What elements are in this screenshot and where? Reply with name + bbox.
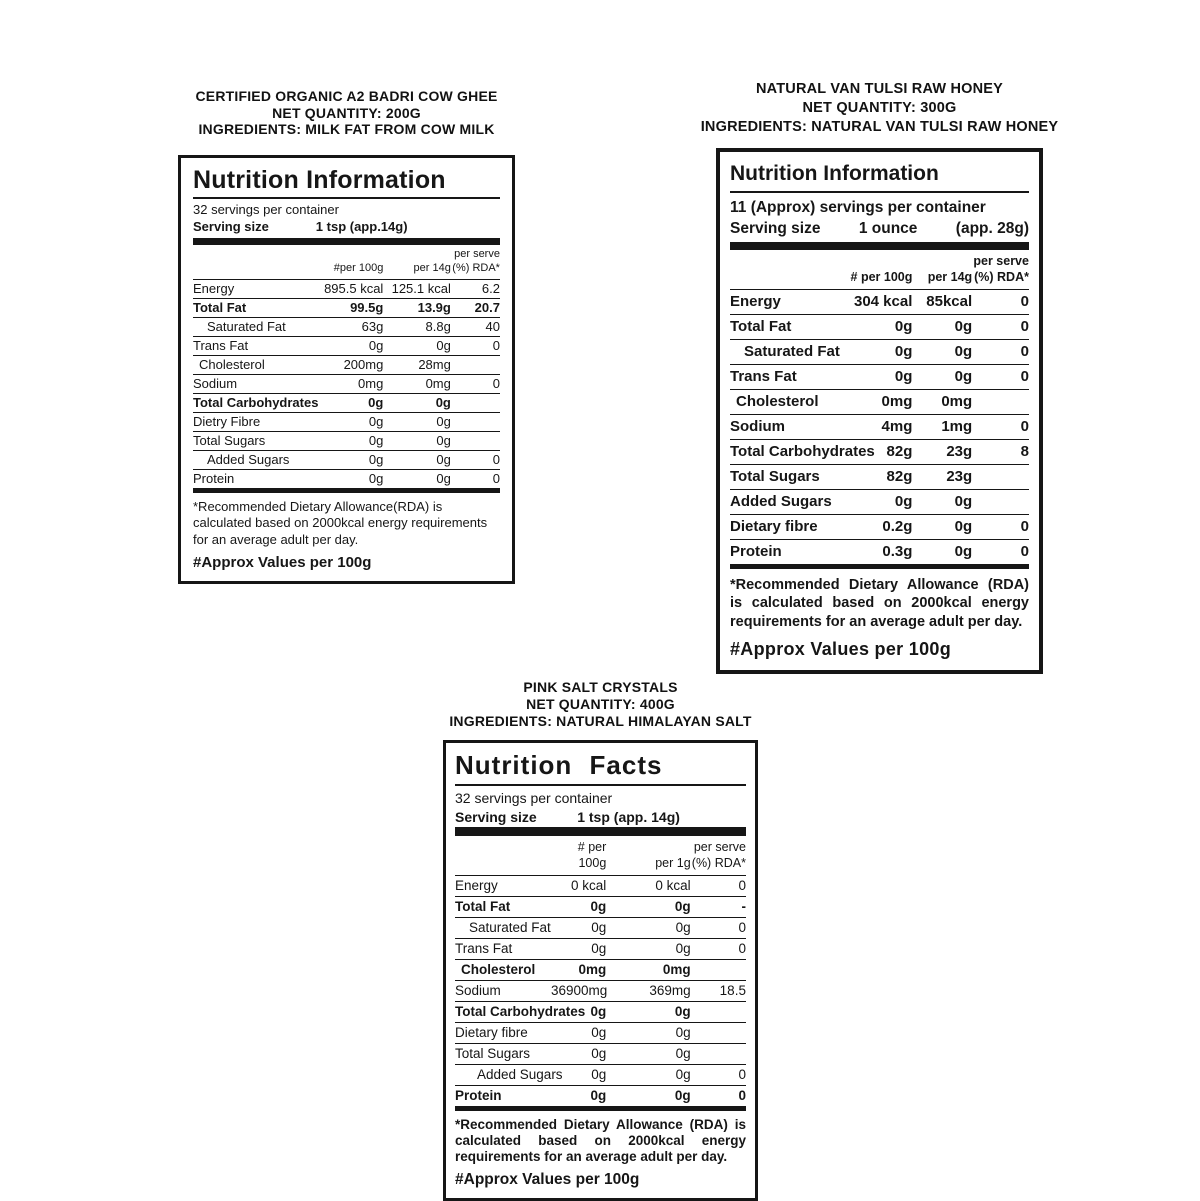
- nutrition-row: [730, 515, 1029, 540]
- thick-divider: [730, 564, 1029, 569]
- value-rda-percent: 0: [1020, 342, 1029, 360]
- value-per-serving: 13.9g: [417, 299, 451, 315]
- value-per-100g: 0g: [894, 367, 913, 385]
- value-per-100g: 36900mg: [551, 982, 608, 998]
- thick-divider: [193, 238, 500, 245]
- value-per-100g: 63g: [361, 318, 384, 334]
- value-per-100g: 99.5g: [350, 299, 384, 315]
- nutrition-row: [193, 375, 500, 394]
- value-per-serving: 0g: [954, 317, 973, 335]
- nutrient-name: Trans Fat: [193, 337, 249, 353]
- nutrient-name: Total Carbohydrates: [730, 442, 875, 460]
- value-per-serving: 0g: [675, 940, 691, 956]
- product-ingredients: INGREDIENTS: NATURAL HIMALAYAN SALT: [449, 713, 752, 729]
- nutrient-name: Total Fat: [193, 299, 247, 315]
- nutrition-row: [455, 1065, 746, 1086]
- product-ingredients: INGREDIENTS: NATURAL VAN TULSI RAW HONEY: [700, 119, 1059, 135]
- value-per-100g: 895.5 kcal: [324, 280, 384, 296]
- nutrition-row: [730, 390, 1029, 415]
- value-per-serving: 369mg: [649, 982, 691, 998]
- value-per-serving: 0g: [674, 1087, 691, 1103]
- nutrition-row: [193, 394, 500, 413]
- value-per-serving: 0 kcal: [655, 877, 691, 893]
- value-per-serving: 0g: [954, 517, 973, 535]
- value-rda-percent: 0: [492, 470, 500, 486]
- thick-divider: [193, 488, 500, 493]
- nutrient-name: Energy: [455, 877, 498, 893]
- nutrition-rows: [730, 290, 1029, 564]
- nutrition-label-honey: [700, 80, 1059, 674]
- value-per-serving: 85kcal: [926, 292, 973, 310]
- value-per-serving: 23g: [946, 442, 973, 460]
- nutrition-row: [455, 897, 746, 918]
- value-rda-percent: 20.7: [474, 299, 500, 315]
- nutrition-row: [730, 290, 1029, 315]
- nutrition-row: [193, 337, 500, 356]
- column-header-per-serving: per 14g: [927, 270, 973, 285]
- rda-footnote: *Recommended Dietary Allowance (RDA) is calculated based on 2000kcal energy requirements for an average adult per day.: [730, 576, 1029, 630]
- nutrient-name: Saturated Fat: [469, 919, 551, 935]
- value-per-100g: 0g: [591, 919, 607, 935]
- value-per-serving: 0g: [954, 367, 973, 385]
- serving-size-label: Serving size: [455, 809, 537, 825]
- label-title: Nutrition Information: [730, 160, 1029, 193]
- nutrition-row: [193, 413, 500, 432]
- product-ingredients: INGREDIENTS: MILK FAT FROM COW MILK: [198, 121, 495, 137]
- approx-note: #Approx Values per 100g: [193, 554, 372, 572]
- column-headers: [730, 250, 1029, 290]
- nutrient-name: Saturated Fat: [744, 342, 840, 360]
- product-name: NATURAL VAN TULSI RAW HONEY: [755, 81, 1004, 97]
- serving-size-label: Serving size: [730, 220, 821, 237]
- approx-note: #Approx Values per 100g: [730, 639, 951, 660]
- value-per-serving: 125.1 kcal: [391, 280, 451, 296]
- value-rda-percent: 18.5: [719, 982, 746, 998]
- value-rda-percent: 6.2: [481, 280, 500, 296]
- serving-size-row: [193, 219, 500, 238]
- nutrition-row: [455, 876, 746, 897]
- rda-footnote: *Recommended Dietary Allowance(RDA) is calculated based on 2000kcal energy requirements for an average adult per day.: [193, 498, 488, 548]
- value-rda-percent: 0: [1020, 367, 1029, 385]
- value-per-100g: 0g: [368, 470, 384, 486]
- value-rda-percent: 0: [1020, 417, 1029, 435]
- nutrition-row: [730, 490, 1029, 515]
- nutrient-name: Protein: [455, 1087, 502, 1103]
- nutrient-name: Protein: [193, 470, 235, 486]
- value-per-100g: 0g: [590, 898, 607, 914]
- value-per-serving: 0mg: [941, 392, 973, 410]
- value-per-100g: 0.2g: [882, 517, 913, 535]
- nutrition-label-ghee: [178, 88, 515, 584]
- nutrient-name: Saturated Fat: [207, 318, 286, 334]
- nutrient-name: Total Sugars: [193, 432, 266, 448]
- nutrition-row: [455, 918, 746, 939]
- nutrition-row: [455, 939, 746, 960]
- product-header: [681, 80, 1078, 148]
- nutrient-name: Trans Fat: [455, 940, 513, 956]
- nutrition-rows: [455, 876, 746, 1106]
- value-per-serving: 0g: [954, 542, 973, 560]
- value-rda-percent: 0: [738, 919, 746, 935]
- value-per-serving: 0g: [674, 1003, 691, 1019]
- value-per-serving: 28mg: [418, 356, 451, 372]
- value-rda-percent: 0: [738, 940, 746, 956]
- value-per-serving: 0g: [675, 1024, 691, 1040]
- nutrition-rows: [193, 280, 500, 488]
- nutrient-name: Cholesterol: [461, 961, 536, 977]
- value-per-100g: 0 kcal: [571, 877, 607, 893]
- value-per-100g: 0g: [590, 1087, 607, 1103]
- rda-footnote: *Recommended Dietary Allowance (RDA) is calculated based on 2000kcal energy requirements for an average adult per day.: [455, 1116, 746, 1164]
- value-rda-percent: 0: [738, 877, 746, 893]
- nutrition-row: [193, 280, 500, 299]
- nutrition-row: [455, 981, 746, 1002]
- value-per-serving: 0g: [954, 342, 973, 360]
- value-per-100g: 0g: [591, 1066, 607, 1082]
- nutrient-name: Cholesterol: [736, 392, 819, 410]
- nutrition-row: [193, 356, 500, 375]
- value-rda-percent: 40: [485, 318, 500, 334]
- nutrient-name: Cholesterol: [199, 356, 265, 372]
- servings-per-container: 32 servings per container: [455, 790, 613, 806]
- value-rda-percent: 0: [1020, 542, 1029, 560]
- product-header: [443, 679, 758, 740]
- servings-per-container: 32 servings per container: [193, 202, 339, 217]
- value-per-100g: 0g: [368, 337, 384, 353]
- value-per-serving: 0g: [674, 898, 691, 914]
- nutrition-row: [193, 470, 500, 488]
- nutrient-name: Total Sugars: [730, 467, 820, 485]
- nutrient-name: Dietary fibre: [455, 1024, 528, 1040]
- nutrition-row: [730, 365, 1029, 390]
- value-rda-percent: 0: [1020, 292, 1029, 310]
- value-per-serving: 0g: [675, 919, 691, 935]
- column-header-rda: per serve (%) RDA*: [973, 254, 1029, 285]
- value-per-100g: 82g: [886, 442, 913, 460]
- value-rda-percent: 0: [492, 375, 500, 391]
- value-per-100g: 0g: [590, 1003, 607, 1019]
- value-per-100g: 0mg: [578, 961, 607, 977]
- nutrition-row: [730, 340, 1029, 365]
- value-per-100g: 0g: [368, 432, 384, 448]
- nutrition-row: [455, 960, 746, 981]
- nutrient-name: Total Carbohydrates: [193, 394, 319, 410]
- value-per-100g: 0.3g: [882, 542, 913, 560]
- nutrient-name: Sodium: [730, 417, 785, 435]
- nutrient-name: Dietary fibre: [730, 517, 818, 535]
- nutrition-row: [193, 432, 500, 451]
- nutrition-row: [193, 318, 500, 337]
- value-per-serving: 0g: [435, 394, 451, 410]
- nutrition-row: [455, 1023, 746, 1044]
- nutrient-name: Added Sugars: [477, 1066, 563, 1082]
- value-per-serving: 0g: [436, 451, 451, 467]
- nutrient-name: Dietry Fibre: [193, 413, 261, 429]
- thick-divider: [455, 1106, 746, 1111]
- value-per-100g: 200mg: [343, 356, 384, 372]
- nutrient-name: Trans Fat: [730, 367, 797, 385]
- serving-size-row: [455, 809, 746, 829]
- nutrition-row: [455, 1002, 746, 1023]
- column-header-per-serving: per 1g: [655, 856, 691, 871]
- nutrition-facts-box: [178, 155, 515, 584]
- column-headers: [193, 245, 500, 280]
- value-rda-percent: 0: [1020, 317, 1029, 335]
- nutrition-row: [730, 415, 1029, 440]
- product-net-quantity: NET QUANTITY: 400G: [526, 696, 675, 712]
- value-per-serving: 0g: [436, 337, 451, 353]
- value-per-serving: 0g: [436, 413, 451, 429]
- value-per-100g: 0g: [894, 492, 913, 510]
- nutrient-name: Protein: [730, 542, 782, 560]
- column-header-per-100g: #per 100g: [333, 261, 384, 274]
- value-rda-percent: 0: [1020, 517, 1029, 535]
- nutrient-name: Total Carbohydrates: [455, 1003, 586, 1019]
- value-per-100g: 0g: [368, 451, 384, 467]
- value-rda-percent: -: [741, 898, 746, 914]
- column-header-per-100g: # per 100g: [850, 270, 913, 285]
- value-per-100g: 0mg: [358, 375, 384, 391]
- nutrition-row: [455, 1086, 746, 1106]
- serving-size-row: [730, 220, 1029, 242]
- value-per-100g: 82g: [886, 467, 913, 485]
- value-rda-percent: 8: [1020, 442, 1029, 460]
- value-per-100g: 4mg: [881, 417, 913, 435]
- nutrition-facts-box: [716, 148, 1043, 674]
- value-per-100g: 304 kcal: [853, 292, 913, 310]
- nutrition-row: [730, 440, 1029, 465]
- value-per-serving: 23g: [946, 467, 973, 485]
- nutrient-name: Energy: [193, 280, 235, 296]
- value-per-serving: 0g: [436, 432, 451, 448]
- nutrition-label-pink-salt: [443, 679, 758, 1201]
- serving-size-value: 1 tsp (app. 14g): [577, 809, 680, 825]
- product-net-quantity: NET QUANTITY: 300G: [802, 100, 957, 116]
- value-per-100g: 0g: [368, 394, 384, 410]
- product-name: CERTIFIED ORGANIC A2 BADRI COW GHEE: [195, 88, 498, 104]
- nutrition-facts-box: [443, 740, 758, 1201]
- value-per-100g: 0g: [591, 1045, 607, 1061]
- label-title: Nutrition Information: [193, 164, 500, 199]
- product-net-quantity: NET QUANTITY: 200G: [272, 104, 421, 121]
- nutrient-name: Energy: [730, 292, 781, 310]
- value-per-serving: 0g: [675, 1045, 691, 1061]
- value-per-100g: 0g: [894, 317, 913, 335]
- value-per-100g: 0mg: [881, 392, 913, 410]
- approx-note: #Approx Values per 100g: [455, 1171, 640, 1189]
- nutrient-name: Total Fat: [730, 317, 792, 335]
- value-per-serving: 8.8g: [425, 318, 451, 334]
- nutrient-name: Total Sugars: [455, 1045, 531, 1061]
- serving-size-value: 1 ounce: [858, 220, 918, 237]
- thick-divider: [730, 242, 1029, 250]
- value-per-serving: 0mg: [662, 961, 691, 977]
- column-header-rda: per serve (%) RDA*: [691, 840, 746, 871]
- value-per-serving: 0g: [675, 1066, 691, 1082]
- nutrition-row: [455, 1044, 746, 1065]
- label-title: Nutrition Facts: [455, 749, 746, 786]
- value-per-100g: 0g: [894, 342, 913, 360]
- value-rda-percent: 0: [492, 451, 500, 467]
- value-rda-percent: 0: [738, 1066, 746, 1082]
- value-rda-percent: 0: [738, 1087, 746, 1103]
- column-headers: [455, 836, 746, 876]
- nutrition-row: [730, 540, 1029, 564]
- nutrition-row: [193, 451, 500, 470]
- value-per-serving: 0g: [436, 470, 451, 486]
- value-per-serving: 0g: [954, 492, 973, 510]
- value-per-serving: 0mg: [425, 375, 451, 391]
- nutrient-name: Added Sugars: [207, 451, 290, 467]
- nutrient-name: Sodium: [193, 375, 238, 391]
- nutrient-name: Sodium: [455, 982, 501, 998]
- serving-size-label: Serving size: [193, 219, 269, 234]
- column-header-rda: per serve (%) RDA*: [452, 248, 500, 274]
- value-per-100g: 0g: [368, 413, 384, 429]
- serving-size-weight: (app. 28g): [955, 220, 1029, 237]
- nutrient-name: Added Sugars: [730, 492, 832, 510]
- serving-size-value: 1 tsp (app.14g): [315, 219, 408, 234]
- value-per-serving: 1mg: [941, 417, 973, 435]
- column-header-per-serving: per 14g: [413, 261, 451, 274]
- nutrition-row: [730, 465, 1029, 490]
- thick-divider: [455, 829, 746, 836]
- servings-per-container: 11 (Approx) servings per container: [730, 199, 986, 216]
- column-header-per-100g: # per 100g: [577, 840, 607, 871]
- product-name: PINK SALT CRYSTALS: [523, 679, 678, 695]
- value-rda-percent: 0: [492, 337, 500, 353]
- product-header: [178, 88, 515, 155]
- value-per-100g: 0g: [591, 940, 607, 956]
- nutrient-name: Total Fat: [455, 898, 511, 914]
- value-per-100g: 0g: [591, 1024, 607, 1040]
- nutrition-row: [193, 299, 500, 318]
- nutrition-row: [730, 315, 1029, 340]
